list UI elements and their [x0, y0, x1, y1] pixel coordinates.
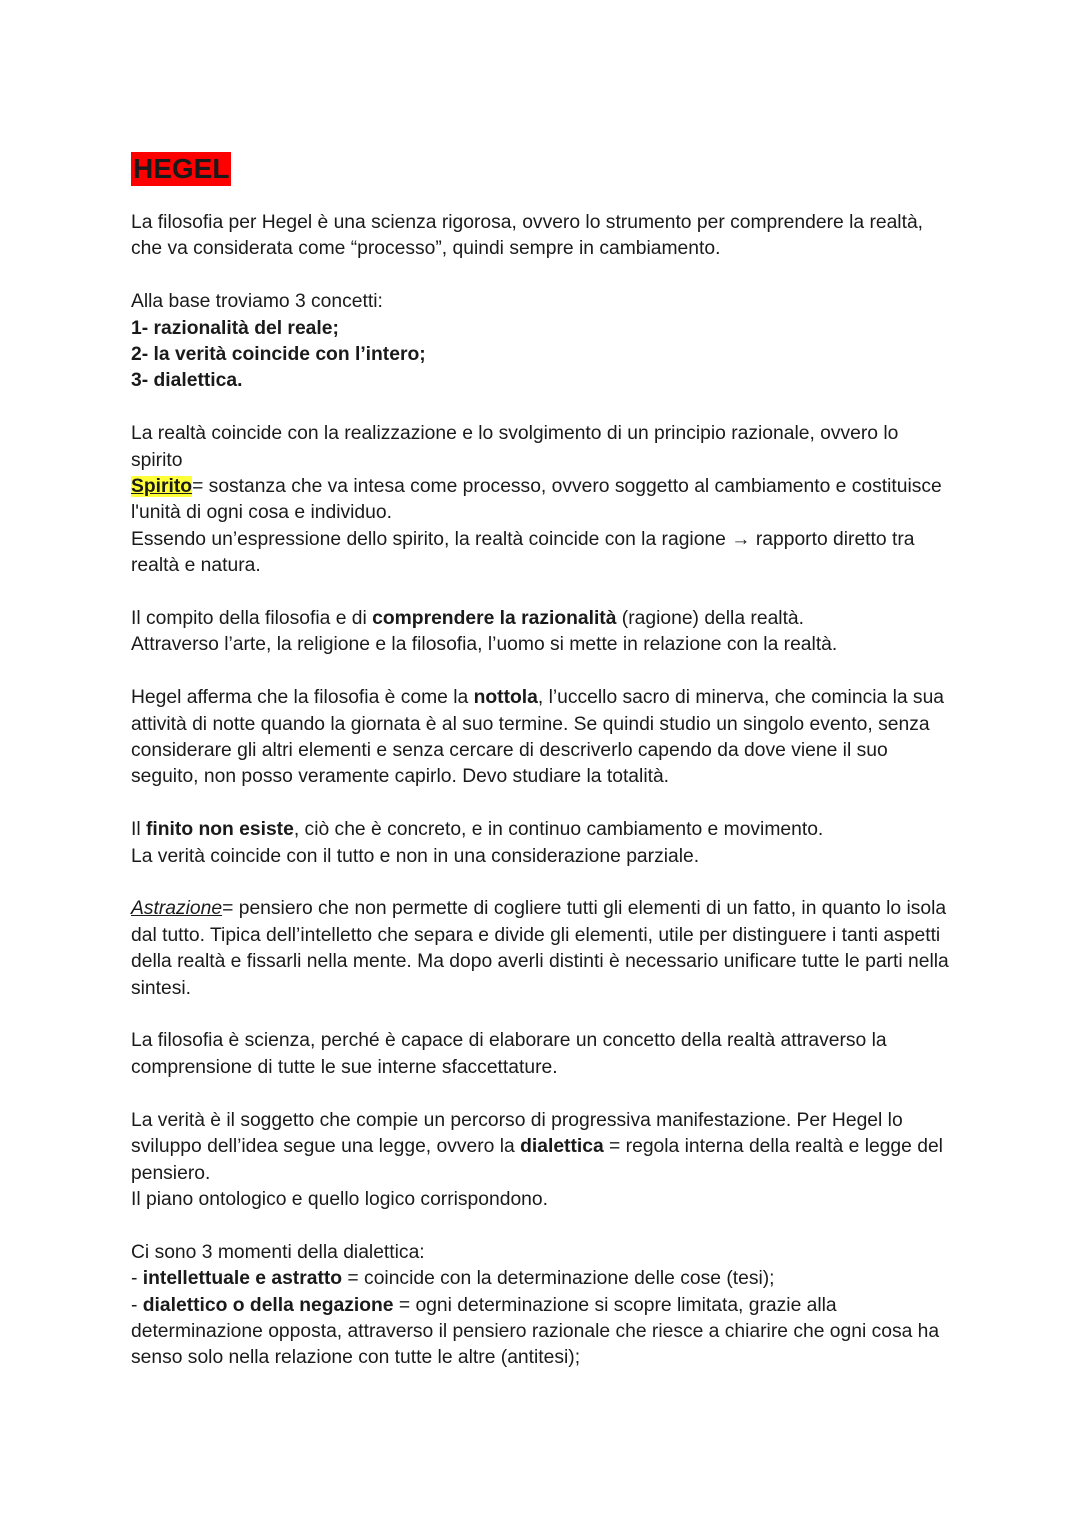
- paragraph-astrazione: [131, 896, 951, 1002]
- astrazione-def: = pensiero che non permette di cogliere tutti gli elementi di un fatto, in quanto lo isola dal tutto. Tipica dell’intelletto che separa e divide gli elementi, utile per distinguere i tanti aspetti della realtà e fissarli nella mente. Ma dopo averli distinti è necessario unificare tutte le parti nella sintesi.: [131, 898, 949, 999]
- momenti-intro: Ci sono 3 momenti della dialettica:: [131, 1241, 425, 1263]
- text-run: Il compito della filosofia e di: [131, 608, 373, 630]
- paragraph-nottola: [131, 685, 951, 791]
- spirito-definition: [131, 474, 951, 527]
- realta-text: La realtà coincide con la realizzazione e lo svolgimento di un principio razionale, ovvero lo spirito: [131, 423, 899, 471]
- bold-run: comprendere la razionalità: [372, 608, 617, 630]
- concept-item: 2- la verità coincide con l’intero;: [131, 344, 426, 366]
- astrazione-term: Astrazione: [131, 898, 223, 920]
- bold-run: intellettuale e astratto: [142, 1268, 343, 1290]
- paragraph-intro: La filosofia per Hegel è una scienza rigorosa, ovvero lo strumento per comprendere la realtà, che va considerata come “processo”, quindi sempre in cambiamento.: [131, 212, 924, 260]
- essendo-text: Essendo un’espressione dello spirito, la realtà coincide con la ragione → rapporto diretto tra realtà e natura.: [131, 528, 915, 577]
- paragraph-momenti: [131, 1240, 951, 1372]
- text-run: = ogni determinazione si scopre limitata, grazie alla determinazione opposta, attraverso il pensiero razionale che riesce a chiarire che ogni cosa ha senso solo nella relazione con tutte le altre (antitesi);: [131, 1294, 940, 1369]
- attraverso-line: Attraverso l’arte, la religione e la filosofia, l’uomo si mette in relazione con la realtà.: [131, 634, 838, 656]
- bold-run: dialettica: [520, 1136, 604, 1158]
- text-run: Hegel afferma che la filosofia è come la: [131, 687, 474, 709]
- paragraph-concepts: [131, 289, 951, 395]
- bold-run: finito non esiste: [146, 819, 294, 841]
- piano-line: Il piano ontologico e quello logico corrispondono.: [131, 1188, 548, 1210]
- paragraph-finito: [131, 817, 951, 870]
- concepts-intro: Alla base troviamo 3 concetti:: [131, 291, 383, 313]
- spirito-def-text: = sostanza che va intesa come processo, ovvero soggetto al cambiamento e costituisce l'unità di ogni cosa e individuo.: [131, 476, 942, 524]
- dash: -: [131, 1294, 143, 1316]
- text-run: = regola interna della realtà e legge del pensiero.: [131, 1136, 943, 1184]
- paragraph-spirito: [131, 421, 951, 579]
- text-run: , ciò che è concreto, e in continuo cambiamento e movimento.: [293, 819, 824, 841]
- verita-line: La verità coincide con il tutto e non in una considerazione parziale.: [131, 845, 700, 867]
- concept-item: 1- razionalità del reale;: [131, 317, 339, 339]
- text-run: Il: [131, 819, 146, 841]
- text-run: La verità è il soggetto che compie un percorso di progressiva manifestazione. Per Hegel lo sviluppo dell’idea segue una legge, ovvero la: [131, 1109, 903, 1158]
- text-run: , l’uccello sacro di minerva, che comincia la sua attività di notte quando la giornata è al suo termine. Se quindi studio un singolo evento, senza considerare gli altri elementi e senza cercare di descriverlo capendo da dove viene il suo seguito, non posso veramente capirlo. Devo studiare la totalità.: [131, 687, 945, 788]
- compito-line: [131, 606, 951, 632]
- paragraph-compito: [131, 606, 951, 659]
- momento-item: [131, 1266, 951, 1292]
- text-run: (ragione) della realtà.: [616, 608, 805, 630]
- paragraph-scienza: La filosofia è scienza, perché è capace di elaborare un concetto della realtà attraverso la comprensione di tutte le sue interne sfaccettature.: [131, 1030, 887, 1078]
- concept-item: 3- dialettica.: [131, 370, 243, 392]
- momento-item: [131, 1293, 951, 1372]
- dash: -: [131, 1268, 143, 1290]
- bold-run: nottola: [473, 687, 538, 709]
- spirito-term: Spirito: [131, 476, 193, 498]
- paragraph-dialettica: [131, 1108, 951, 1214]
- dialettica-line: [131, 1108, 951, 1187]
- bold-run: dialettico o della negazione: [142, 1294, 394, 1316]
- finito-line: [131, 817, 951, 843]
- page-title: HEGEL: [133, 153, 230, 184]
- document-body: [131, 152, 951, 1398]
- text-run: = coincide con la determinazione delle cose (tesi);: [342, 1268, 775, 1290]
